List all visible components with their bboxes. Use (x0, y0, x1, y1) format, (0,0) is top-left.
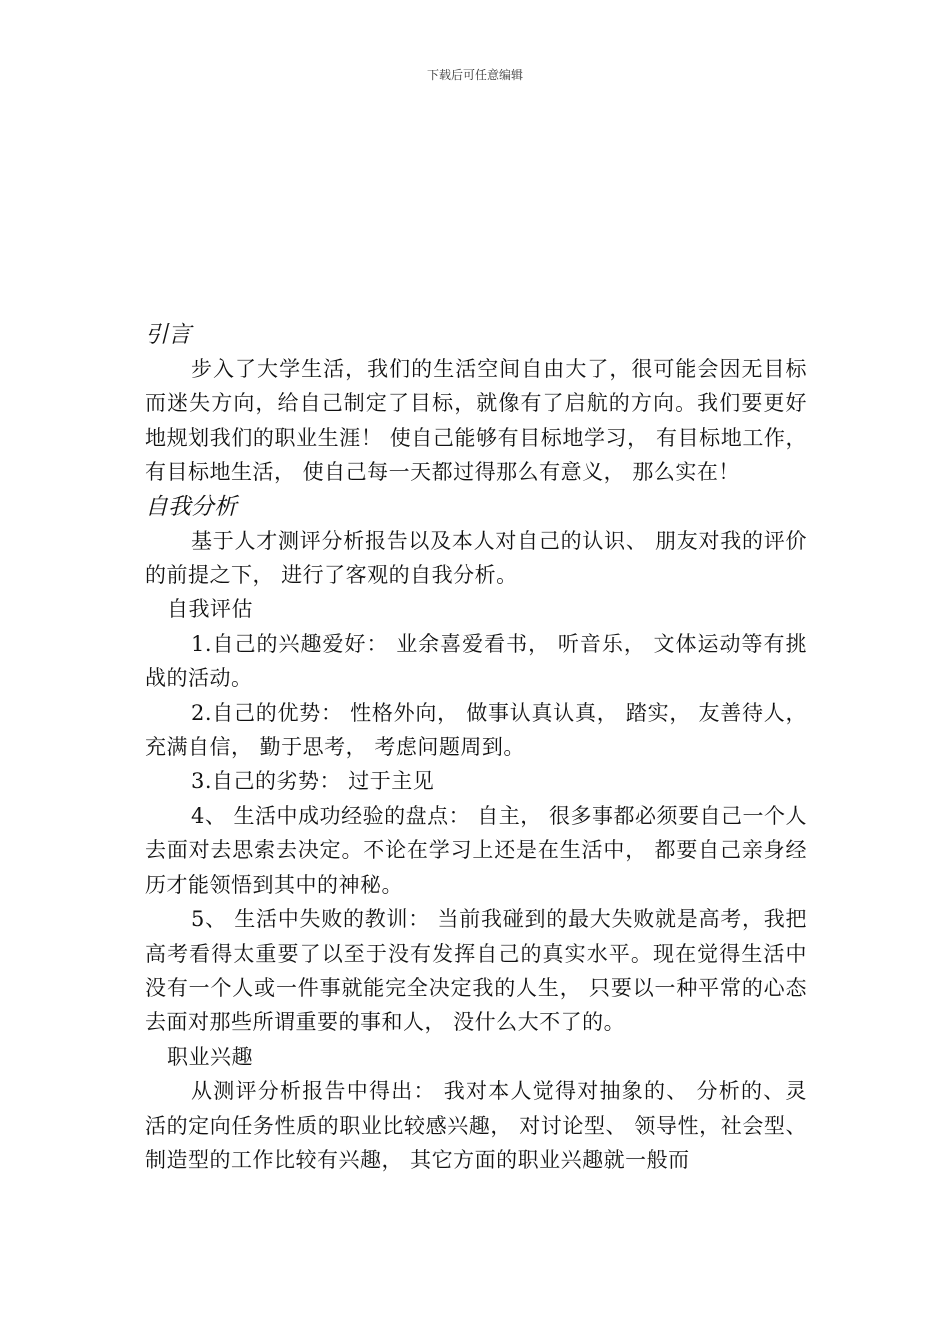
intro-paragraph: 步入了大学生活，我们的生活空间自由大了，很可能会因无目标而迷失方向，给自己制定了目标，就像有了启航的方向。我们要更好地规划我们的职业生涯！ 使自己能够有目标地学习， 有目标地工作， 有目标地生活， 使自己每一天都过得那么有意义， 那么实在！ (145, 357, 807, 485)
page-header: 下载后可任意编辑 (426, 68, 523, 82)
career-interest-paragraph: 从测评分析报告中得出： 我对本人觉得对抽象的、 分析的、灵活的定向任务性质的职业比较感兴趣， 对讨论型、 领导性，社会型、 制造型的工作比较有兴趣， 其它方面的职业兴趣就一般而 (145, 1079, 807, 1172)
evaluation-item-1: 1.自己的兴趣爱好： 业余喜爱看书， 听音乐， 文体运动等有挑战的活动。 (145, 631, 807, 691)
self-analysis-paragraph: 基于人才测评分析报告以及本人对自己的认识、 朋友对我的评价的前提之下， 进行了客观的自我分析。 (145, 528, 807, 588)
self-analysis-heading: 自我分析 (145, 493, 237, 520)
evaluation-item-2: 2.自己的优势： 性格外向， 做事认真认真， 踏实， 友善待人，充满自信， 勤于思考， 考虑问题周到。 (145, 700, 807, 760)
evaluation-item-4: 4、 生活中成功经验的盘点： 自主， 很多事都必须要自己一个人去面对去思索去决定。不论在学习上还是在生活中， 都要自己亲身经历才能领悟到其中的神秘。 (145, 803, 807, 897)
document-body (145, 318, 807, 1177)
self-evaluation-subheading: 自我评估 (167, 597, 253, 622)
career-interest-subheading: 职业兴趣 (167, 1044, 253, 1069)
intro-heading: 引言 (145, 322, 191, 348)
evaluation-item-3: 3.自己的劣势： 过于主见 (191, 769, 435, 794)
evaluation-item-5: 5、 生活中失败的教训： 当前我碰到的最大失败就是高考，我把高考看得太重要了以至于没有发挥自己的真实水平。现在觉得生活中没有一个人或一件事就能完全决定我的人生， 只要以一种平常的心态去面对那些所谓重要的事和人， 没什么大不了的。 (145, 907, 807, 1035)
